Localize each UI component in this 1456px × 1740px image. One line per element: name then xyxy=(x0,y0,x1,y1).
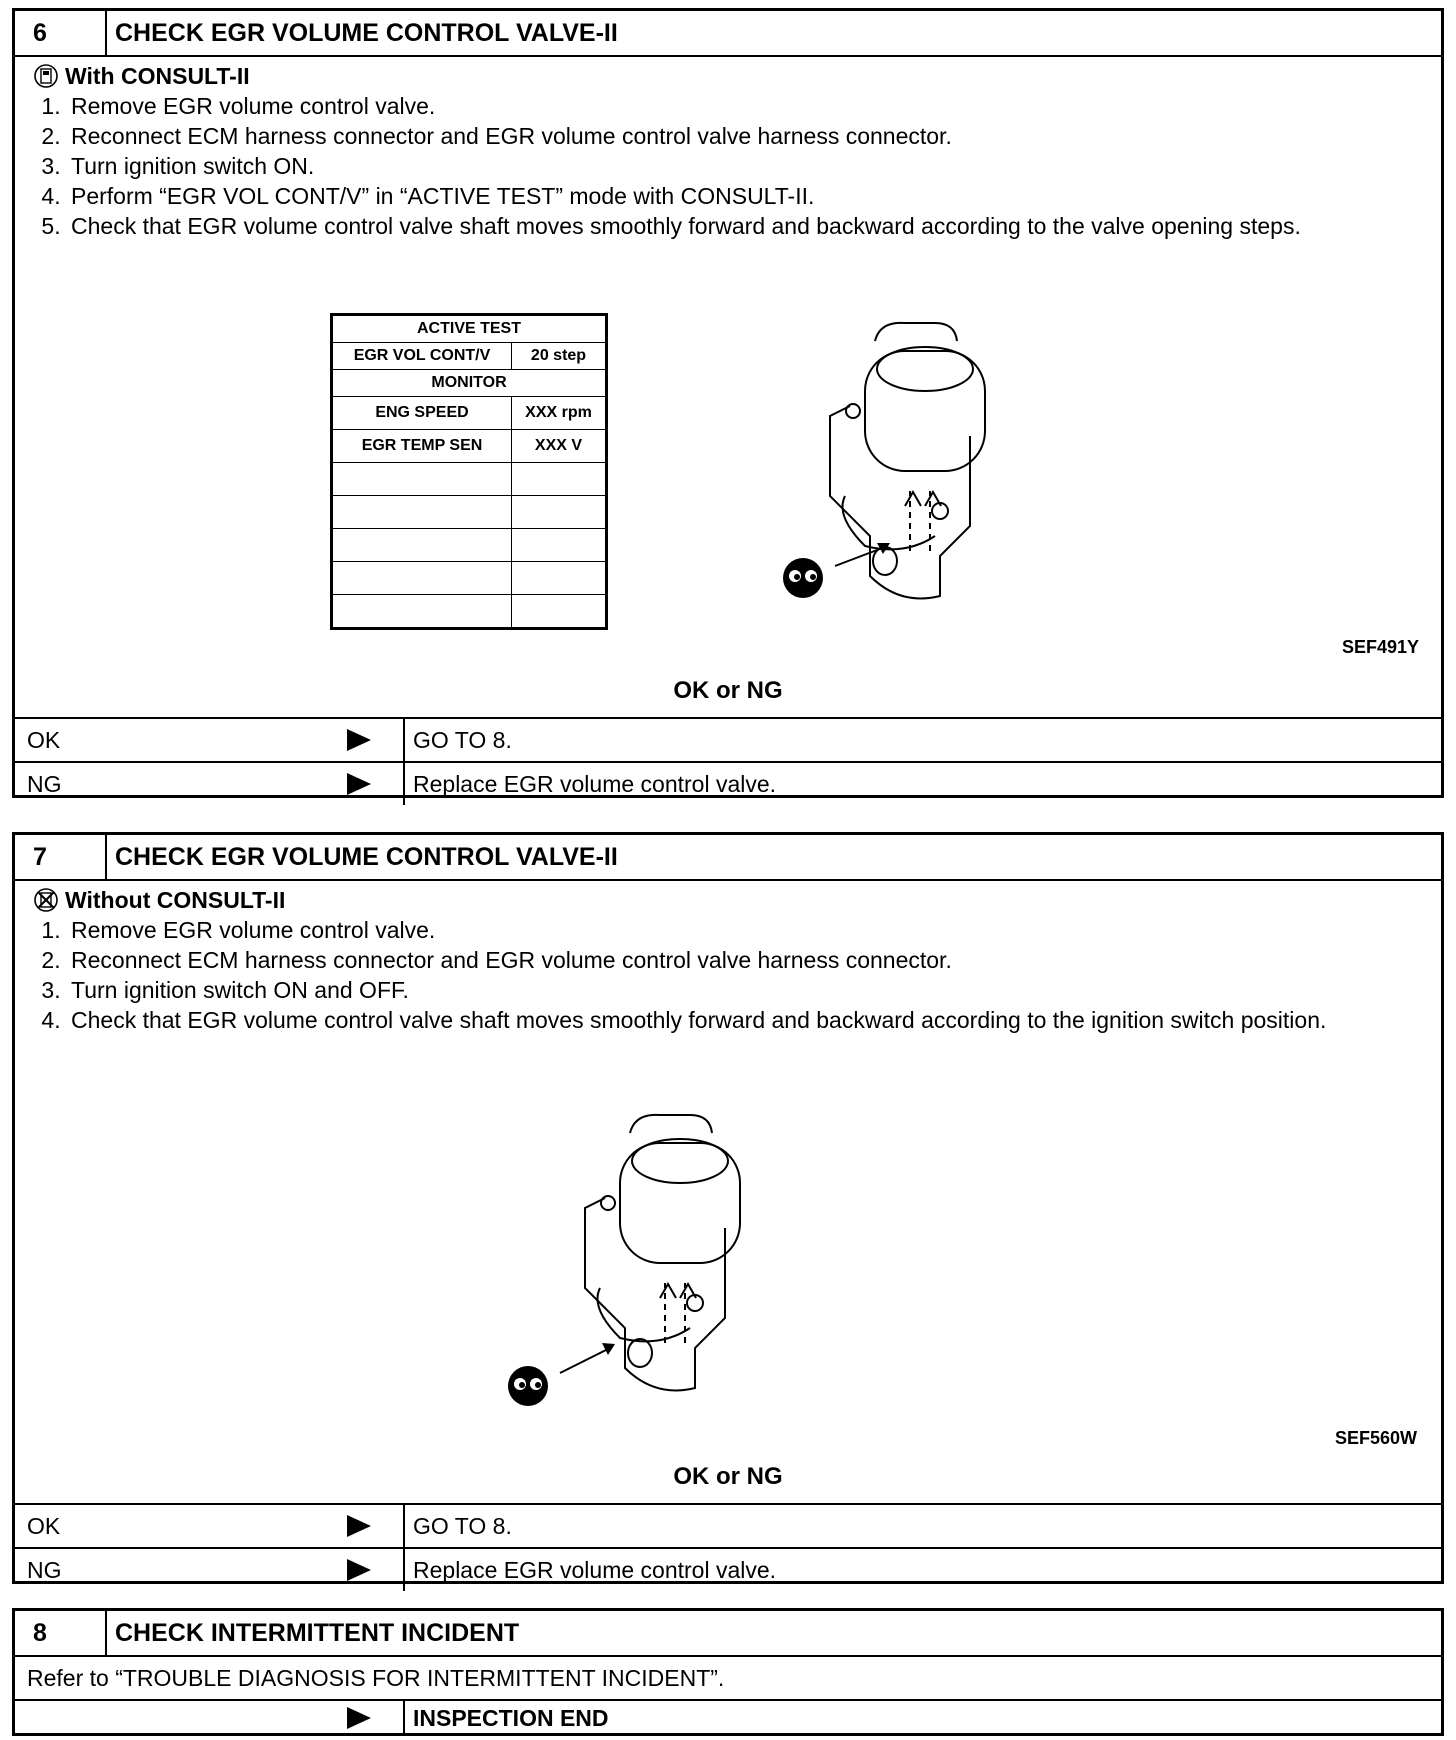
result-row-ng xyxy=(15,761,1441,805)
table-cell xyxy=(512,529,607,562)
step-list xyxy=(15,915,1441,1035)
table-cell xyxy=(332,595,512,629)
result-row-ok xyxy=(15,1503,1441,1547)
list-item: 3. Turn ignition switch ON. xyxy=(67,151,1401,181)
ok-or-ng-label: OK or NG xyxy=(673,1463,783,1490)
viewpoint-icon xyxy=(783,558,823,598)
active-test-item: EGR VOL CONT/V xyxy=(332,343,512,370)
arrow-icon xyxy=(347,729,371,751)
step-number: 6 xyxy=(15,11,107,55)
list-item: 2. Reconnect ECM harness connector and EGR volume control valve harness connector. xyxy=(67,121,1401,151)
monitor-value: XXX rpm xyxy=(512,397,607,430)
table-cell xyxy=(512,595,607,629)
mode-text: With CONSULT-II xyxy=(65,62,250,89)
arrow-icon xyxy=(347,1707,371,1729)
no-consult-icon xyxy=(33,887,59,913)
viewpoint-icon xyxy=(508,1366,548,1406)
step-body xyxy=(15,61,1441,805)
step-list xyxy=(15,91,1441,241)
list-item: 2. Reconnect ECM harness connector and EGR volume control valve harness connector. xyxy=(67,945,1401,975)
egr-valve-illustration xyxy=(490,1103,850,1423)
step-number: 8 xyxy=(15,1611,107,1655)
arrow-icon xyxy=(347,773,371,795)
table-cell xyxy=(332,562,512,595)
step-number: 7 xyxy=(15,835,107,879)
figure-id: SEF491Y xyxy=(1342,637,1420,657)
step-8-block xyxy=(12,1608,1444,1736)
list-item: 3. Turn ignition switch ON and OFF. xyxy=(67,975,1401,1005)
monitor-label: EGR TEMP SEN xyxy=(332,430,512,463)
step-title: CHECK EGR VOLUME CONTROL VALVE-II xyxy=(115,842,618,871)
table-cell xyxy=(512,463,607,496)
result-row-ng xyxy=(15,1547,1441,1591)
reference-text: Refer to “TROUBLE DIAGNOSIS FOR INTERMITTENT INCIDENT”. xyxy=(15,1657,1441,1701)
result-action: GO TO 8. xyxy=(413,726,512,753)
step-header xyxy=(15,835,1441,881)
result-action: INSPECTION END xyxy=(413,1704,609,1731)
consult-icon xyxy=(33,63,59,89)
table-cell xyxy=(512,562,607,595)
arrow-icon xyxy=(347,1559,371,1581)
result-label: NG xyxy=(27,1556,62,1583)
step-body xyxy=(15,885,1441,1591)
result-action: Replace EGR volume control valve. xyxy=(413,770,777,797)
step-header xyxy=(15,11,1441,57)
active-test-table xyxy=(330,313,608,630)
step-6-block xyxy=(12,8,1444,798)
arrow-icon xyxy=(347,1515,371,1537)
result-row-end xyxy=(15,1701,1441,1735)
result-label: OK xyxy=(27,726,61,753)
egr-valve-illustration xyxy=(755,311,1115,631)
step-title: CHECK INTERMITTENT INCIDENT xyxy=(115,1618,520,1647)
result-row-ok xyxy=(15,717,1441,761)
result-label: NG xyxy=(27,770,62,797)
mode-label xyxy=(15,885,1441,915)
table-cell xyxy=(332,529,512,562)
table-cell xyxy=(332,496,512,529)
list-item: 5. Check that EGR volume control valve shaft moves smoothly forward and backward according to the valve opening steps. xyxy=(67,211,1401,241)
figure-id: SEF560W xyxy=(1335,1428,1418,1448)
ok-or-ng-label: OK or NG xyxy=(673,677,783,704)
result-action: Replace EGR volume control valve. xyxy=(413,1556,777,1583)
list-item: 4. Perform “EGR VOL CONT/V” in “ACTIVE TEST” mode with CONSULT-II. xyxy=(67,181,1401,211)
list-item: 1. Remove EGR volume control valve. xyxy=(67,91,1401,121)
result-action: GO TO 8. xyxy=(413,1512,512,1539)
step-7-block xyxy=(12,832,1444,1584)
list-item: 1. Remove EGR volume control valve. xyxy=(67,915,1401,945)
result-label: OK xyxy=(27,1512,61,1539)
mode-label xyxy=(15,61,1441,91)
table-cell xyxy=(512,496,607,529)
table-cell xyxy=(332,463,512,496)
active-test-header: ACTIVE TEST xyxy=(332,315,607,343)
list-item: 4. Check that EGR volume control valve shaft moves smoothly forward and backward according to the ignition switch position. xyxy=(67,1005,1401,1035)
mode-text: Without CONSULT-II xyxy=(65,886,286,913)
monitor-label: ENG SPEED xyxy=(332,397,512,430)
monitor-header: MONITOR xyxy=(332,370,607,397)
step-header xyxy=(15,1611,1441,1657)
active-test-item-value: 20 step xyxy=(512,343,607,370)
monitor-value: XXX V xyxy=(512,430,607,463)
step-title: CHECK EGR VOLUME CONTROL VALVE-II xyxy=(115,18,618,47)
